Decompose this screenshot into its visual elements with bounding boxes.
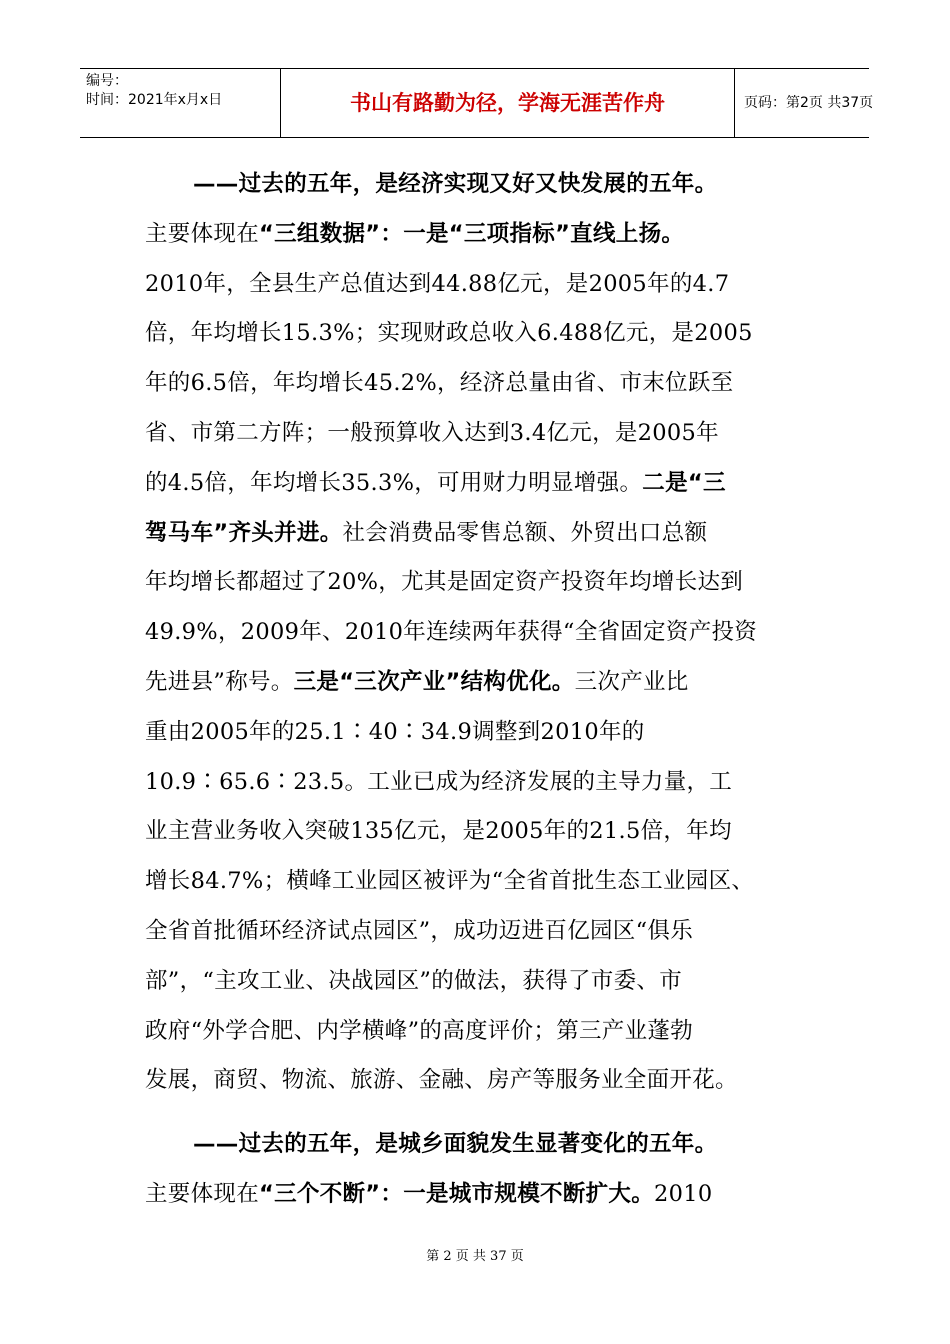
bold-text-segment: “三组数据”：一是“三项指标”直线上扬。 [259, 220, 685, 247]
text-line [145, 807, 815, 857]
header-page-info: 页码：第2页 共37页 [744, 95, 874, 111]
text-segment: 10.9∶65.6∶23.5。工业已成为经济发展的主导力量，工 [145, 768, 733, 795]
text-line [145, 957, 815, 1007]
bold-text-segment: “三个不断”：一是城市规模不断扩大。 [259, 1180, 654, 1207]
text-line [145, 758, 815, 808]
text-line [145, 857, 815, 907]
text-segment: 发展，商贸、物流、旅游、金融、房产等服务业全面开花。 [145, 1067, 738, 1094]
text-segment: 三次产业比 [574, 668, 689, 695]
text-line [145, 708, 815, 758]
text-segment: 2010年，全县生产总值达到44.88亿元，是2005年的4.7 [145, 270, 730, 297]
text-segment: 重由2005年的25.1∶40∶34.9调整到2010年的 [145, 718, 645, 745]
text-segment: 部”，“主攻工业、决战园区”的做法，获得了市委、市 [145, 967, 683, 994]
text-segment: 年的6.5倍，年均增长45.2%，经济总量由省、市末位跃至 [145, 370, 734, 397]
text-line [145, 309, 815, 359]
bold-text-segment: 三是“三次产业”结构优化。 [293, 668, 575, 695]
bold-text-segment: ——过去的五年，是城乡面貌发生显著变化的五年。 [193, 1131, 718, 1158]
text-segment: 2010 [654, 1180, 713, 1207]
text-segment: 先进县”称号。 [145, 668, 294, 695]
text-segment: 政府“外学合肥、内学横峰”的高度评价；第三产业蓬勃 [145, 1017, 694, 1044]
text-line [145, 509, 815, 559]
text-line [145, 1007, 815, 1057]
text-segment: 业主营业务收入突破135亿元，是2005年的21.5倍，年均 [145, 818, 732, 845]
text-line [145, 459, 815, 509]
header-motto: 书山有路勤为径，学海无涯苦作舟 [281, 69, 735, 137]
text-segment: 年均增长都超过了20%，尤其是固定资产投资年均增长达到 [145, 569, 744, 596]
number-label: 编号： [86, 73, 128, 89]
text-line [145, 907, 815, 957]
text-line [145, 409, 815, 459]
bold-text-segment: 二是“三 [642, 469, 726, 496]
text-line [145, 558, 815, 608]
text-line [145, 210, 815, 260]
text-line [145, 1170, 815, 1220]
page-header [80, 68, 874, 138]
time-label: 时间：2021年x月x日 [86, 92, 223, 108]
text-segment: 49.9%，2009年、2010年连续两年获得“全省固定资产投资 [145, 619, 758, 646]
text-segment: 的4.5倍，年均增长35.3%，可用财力明显增强。 [145, 469, 643, 496]
text-segment: 增长84.7%；横峰工业园区被评为“全省首批生态工业园区、 [145, 868, 755, 895]
text-line [145, 1120, 815, 1170]
text-line [145, 260, 815, 310]
page-footer: 第 2 页 共 37 页 [426, 1249, 524, 1264]
text-line [145, 608, 815, 658]
document-body [145, 160, 815, 1220]
text-segment: 主要体现在 [145, 220, 260, 247]
bold-text-segment: ——过去的五年，是经济实现又好又快发展的五年。 [193, 171, 718, 197]
text-line [145, 160, 815, 210]
text-segment: 倍，年均增长15.3%；实现财政总收入6.488亿元，是2005 [145, 320, 753, 347]
text-line [145, 658, 815, 708]
text-segment: 全省首批循环经济试点园区”，成功迈进百亿园区“俱乐 [145, 917, 694, 944]
text-segment: 社会消费品零售总额、外贸出口总额 [342, 519, 708, 546]
text-line [145, 1056, 815, 1106]
text-segment: 省、市第二方阵；一般预算收入达到3.4亿元，是2005年 [145, 419, 719, 446]
text-segment: 主要体现在 [145, 1180, 260, 1207]
header-meta [80, 69, 281, 137]
text-line [145, 359, 815, 409]
bold-text-segment: 驾马车”齐头并进。 [145, 519, 343, 546]
